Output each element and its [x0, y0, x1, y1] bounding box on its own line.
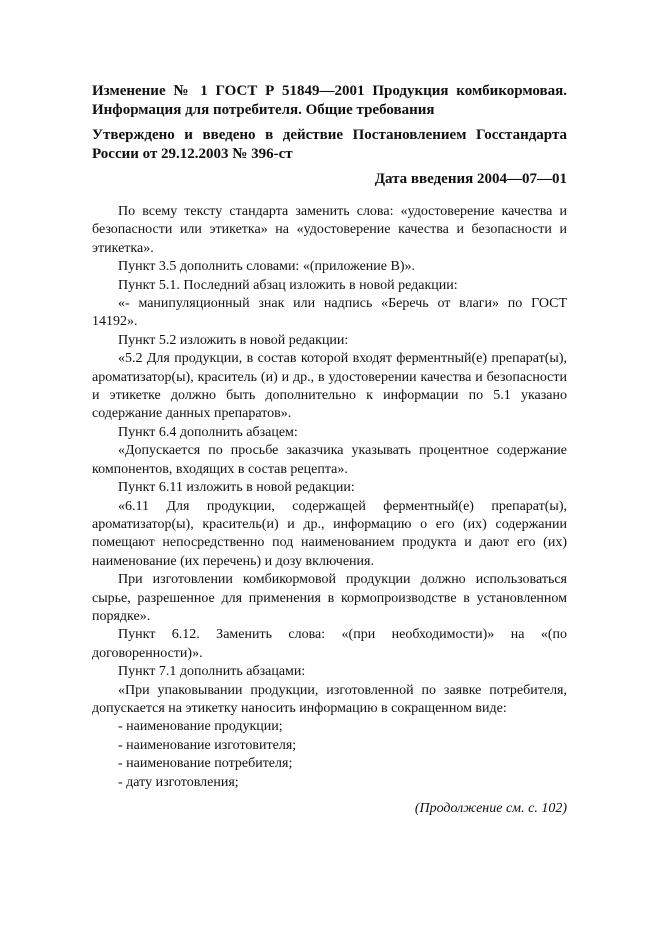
continuation-note: (Продолжение см. с. 102): [414, 801, 567, 816]
paragraph: Пункт 5.1. Последний абзац изложить в новой редакции:: [118, 277, 458, 293]
approval-statement: Утверждено и введено в действие Постановлением Госстандарта России от 29.12.2003 № 396-ст: [92, 127, 567, 162]
paragraph: «- манипуляционный знак или надпись «Беречь от влаги» по ГОСТ 14192».: [92, 296, 567, 330]
paragraph: По всему тексту стандарта заменить слова: «удостоверение качества и безопасности или этикетка» на «удостоверение качества и безопасности и этикетка».: [92, 204, 567, 256]
paragraph: Пункт 3.5 дополнить словами: «(приложение В)».: [118, 259, 416, 275]
paragraph: Пункт 6.4 дополнить абзацем:: [118, 424, 298, 440]
list-item: - наименование изготовителя;: [118, 737, 297, 753]
list-item: - наименование потребителя;: [118, 756, 293, 772]
paragraph: Пункт 6.12. Заменить слова: «(при необходимости)» на «(по договоренности)».: [92, 627, 567, 661]
paragraph: «При упаковывании продукции, изготовленной по заявке потребителя, допускается на этикетку наносить информацию в сокращенном виде:: [92, 682, 567, 716]
paragraph: При изготовлении комбикормовой продукции должно использоваться сырье, разрешенное для применения в кормопроизводстве в установленном порядке».: [92, 572, 567, 624]
paragraph: «5.2 Для продукции, в состав которой входят ферментный(е) препарат(ы), ароматизатор(ы), краситель (и) и др., в удостоверении качества и безопасности и этикетке должно быть дополнительно к информации по 5.1 указано содержание данных препаратов».: [92, 351, 567, 422]
list-item: - наименование продукции;: [118, 719, 283, 735]
list-item: - дату изготовления;: [118, 774, 239, 790]
paragraph: «Допускается по просьбе заказчика указывать процентное содержание компонентов, входящих в состав рецепта».: [92, 443, 567, 477]
amendment-title: Изменение № 1 ГОСТ Р 51849—2001 Продукция комбикормовая. Информация для потребителя. Общие требования: [92, 83, 567, 118]
paragraph: «6.11 Для продукции, содержащей ферментный(е) препарат(ы), ароматизатор(ы), краситель(и) и др., информацию о его (их) содержании помещают непосредственно под наименованием продукта и дают его (их) наименование (их перечень) и дозу включения.: [92, 498, 567, 569]
paragraph: Пункт 7.1 дополнить абзацами:: [118, 664, 306, 680]
paragraph: Пункт 5.2 изложить в новой редакции:: [118, 332, 349, 348]
effective-date: Дата введения 2004—07—01: [374, 171, 567, 187]
paragraph: Пункт 6.11 изложить в новой редакции:: [118, 480, 355, 496]
document-content: [92, 82, 567, 832]
